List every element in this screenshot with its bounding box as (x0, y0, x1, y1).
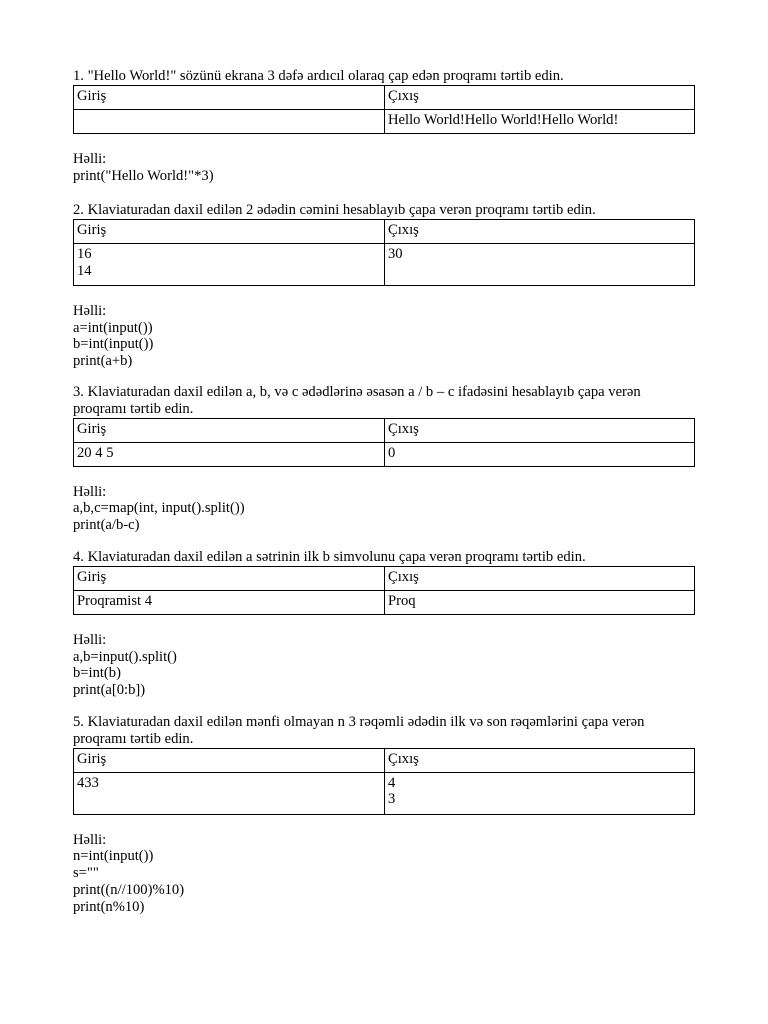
problem-2 (73, 202, 695, 370)
code-line: s="" (73, 865, 99, 882)
io-table (73, 219, 695, 286)
code-line: print("Hello World!"*3) (73, 167, 214, 184)
io-table (73, 418, 695, 467)
solution-label: Həlli: (73, 831, 107, 848)
input-header: Giriş (74, 418, 385, 442)
code-line: b=int(b) (73, 665, 121, 682)
code-line: a,b=input().split() (73, 648, 177, 665)
output-header: Çıxış (385, 418, 695, 442)
input-cell (74, 442, 385, 466)
code-line: n=int(input()) (73, 848, 154, 865)
input-line: 14 (77, 262, 92, 279)
input-header: Giriş (74, 219, 385, 243)
problem-4 (73, 549, 695, 699)
output-cell (385, 590, 695, 614)
problem-title: 2. Klaviaturadan daxil edilən 2 ədədin cəmini hesablayıb çapa verən proqramı tərtib edin. (73, 202, 596, 218)
io-table (73, 748, 695, 815)
solution-block (73, 832, 695, 916)
solution-block (73, 303, 695, 370)
code-line: print(n%10) (73, 898, 145, 915)
code-line: a,b,c=map(int, input().split()) (73, 500, 245, 517)
solution-block (73, 632, 695, 699)
input-line: 20 4 5 (77, 444, 114, 461)
solution-label: Həlli: (73, 483, 107, 500)
solution-block (73, 484, 695, 534)
code-line: print((n//100)%10) (73, 881, 185, 898)
input-line: 16 (77, 245, 92, 262)
io-table (73, 566, 695, 615)
output-line: Proq (388, 592, 416, 609)
output-cell (385, 109, 695, 133)
output-line: 0 (388, 444, 396, 461)
output-header: Çıxış (385, 748, 695, 772)
input-header: Giriş (74, 566, 385, 590)
input-header: Giriş (74, 748, 385, 772)
problem-5 (73, 714, 695, 916)
input-cell (74, 243, 385, 285)
solution-label: Həlli: (73, 150, 107, 167)
code-line: a=int(input()) (73, 319, 153, 336)
output-header: Çıxış (385, 85, 695, 109)
code-line: print(a/b-c) (73, 517, 140, 534)
solution-block (73, 151, 695, 185)
input-line: Proqramist 4 (77, 592, 152, 609)
problem-title: 1. "Hello World!" sözünü ekrana 3 dəfə ardıcıl olaraq çap edən proqramı tərtib edin. (73, 68, 564, 84)
input-cell (74, 590, 385, 614)
output-header: Çıxış (385, 219, 695, 243)
output-cell (385, 442, 695, 466)
output-line: 3 (388, 791, 396, 808)
problem-3 (73, 384, 695, 534)
output-line: 30 (388, 245, 403, 262)
code-line: b=int(input()) (73, 336, 154, 353)
solution-label: Həlli: (73, 631, 107, 648)
output-header: Çıxış (385, 566, 695, 590)
io-table (73, 85, 695, 134)
output-line: 4 (388, 774, 396, 791)
code-line: print(a+b) (73, 353, 133, 370)
input-line: 433 (77, 774, 99, 791)
input-cell (74, 772, 385, 814)
problem-title: 4. Klaviaturadan daxil edilən a sətrinin ilk b simvolunu çapa verən proqramı tərtib edin. (73, 549, 586, 565)
output-cell (385, 243, 695, 285)
input-header: Giriş (74, 85, 385, 109)
input-cell (74, 109, 385, 133)
problem-title: 5. Klaviaturadan daxil edilən mənfi olmayan n 3 rəqəmli ədədin ilk və son rəqəmlərini çapa verən proqramı tərtib edin. (73, 714, 645, 747)
output-line: Hello World!Hello World!Hello World! (388, 111, 619, 128)
problem-1 (73, 68, 695, 184)
solution-label: Həlli: (73, 302, 107, 319)
problem-title: 3. Klaviaturadan daxil edilən a, b, və c ədədlərinə əsasən a / b – c ifadəsini hesablayıb çapa verən proqramı tərtib edin. (73, 384, 641, 417)
code-line: print(a[0:b]) (73, 682, 146, 699)
output-cell (385, 772, 695, 814)
